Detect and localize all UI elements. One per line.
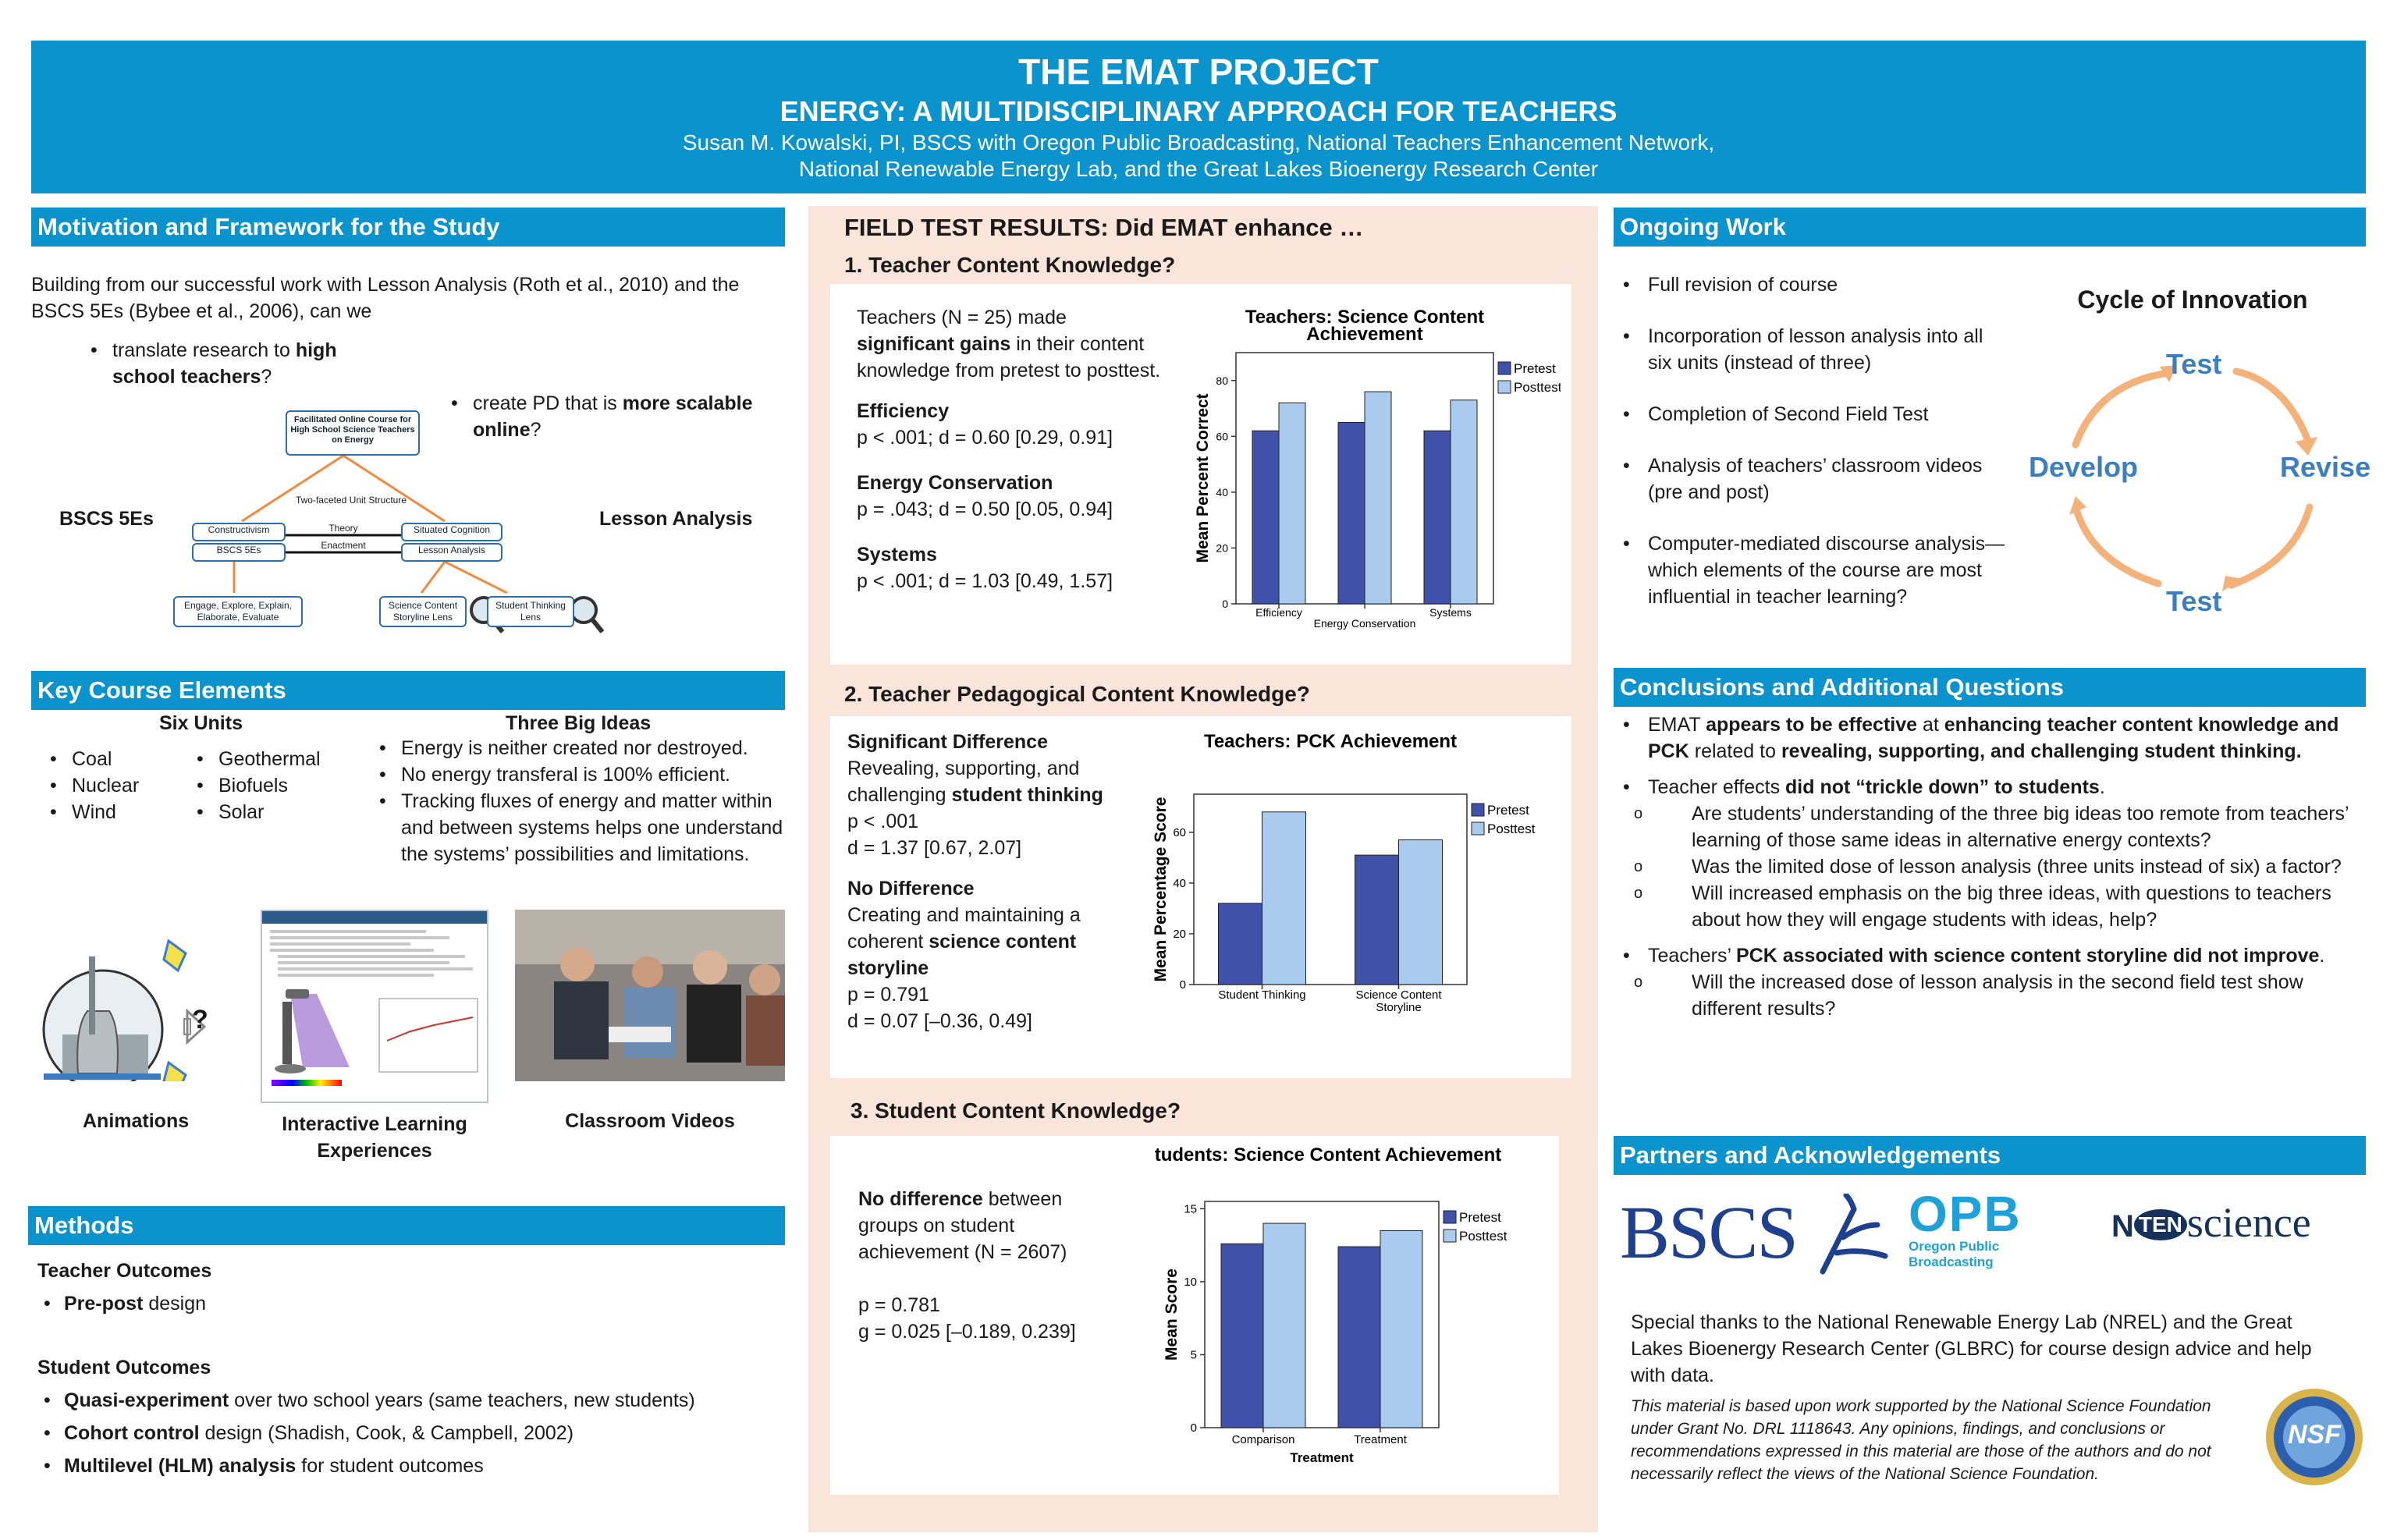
cycle-revise: Revise (2280, 451, 2371, 483)
unit-item: • Nuclear (44, 772, 200, 799)
ongoing-item: • Full revision of course (1617, 271, 2007, 298)
caption-classroom: Classroom Videos (565, 1110, 735, 1132)
c1-bold: appears to be effective (1706, 714, 1918, 736)
y-tick-label: 40 (1173, 876, 1186, 890)
q3-heading: 3. Student Content Knowledge? (850, 1098, 1181, 1123)
conclusions-heading: Conclusions and Additional Questions (1614, 668, 2366, 707)
bscs-logo (1620, 1190, 1901, 1279)
key-course-heading: Key Course Elements (31, 671, 785, 710)
authors-line-2: National Renewable Energy Lab, and the Great Lakes Bioenergy Research Center (798, 157, 1599, 181)
q1-text (857, 304, 1184, 594)
bar (1262, 812, 1306, 985)
animations-illustration (31, 910, 257, 1081)
screenshot-content (262, 924, 487, 1102)
legend-swatch (1444, 1230, 1456, 1242)
big-idea-item: • Tracking fluxes of energy and matter within and between systems helps one understand the systems’ possibilities and limitations. (373, 788, 787, 868)
item-bold: Pre-post (64, 1293, 144, 1315)
energy-conservation-title: Energy Conservation (857, 472, 1053, 494)
conclusions-body (1617, 711, 2366, 1022)
conclusion-item-3 (1617, 942, 2366, 969)
big-idea-item: • No energy transferal is 100% efficient. (373, 761, 787, 788)
motivation-intro-line-1: Building from our successful work with Lesson Analysis (Roth et al., 2010) and the (31, 274, 740, 296)
question-mark: ? (192, 1005, 208, 1034)
enactment-label: Enactment (321, 540, 366, 551)
unit-item: • Biofuels (190, 772, 362, 799)
bullet-text: ? (530, 419, 542, 441)
summary-bold: significant gains (857, 333, 1011, 355)
student-outcome-item (37, 1387, 787, 1414)
y-axis-label: Mean Percent Correct (1194, 393, 1212, 563)
bar (1279, 403, 1305, 604)
sig-bold: student thinking (951, 784, 1103, 806)
chart-title: Teachers: Science Content (1245, 307, 1485, 328)
x-axis-label: Treatment (1290, 1450, 1354, 1465)
nten-science: science (2186, 1199, 2311, 1246)
efficiency-title: Efficiency (857, 400, 950, 422)
cycle-develop: Develop (2029, 451, 2139, 483)
chart-teacher-pck (1139, 730, 1545, 1066)
legend-label: Pretest (1459, 1210, 1501, 1225)
c2-text: Teacher effects (1648, 776, 1786, 798)
c1-text: related to (1689, 740, 1781, 762)
legend-swatch (1498, 362, 1511, 374)
poster-subtitle: ENERGY: A MULTIDISCIPLINARY APPROACH FOR TEACHERS (779, 95, 1618, 127)
y-tick-label: 20 (1216, 541, 1228, 555)
y-tick-label: 5 (1190, 1348, 1197, 1362)
q1-heading: 1. Teacher Content Knowledge? (844, 253, 1176, 277)
c1-bold: enhancing teacher content knowledge and PCK (1648, 714, 2339, 762)
systems-title: Systems (857, 544, 937, 566)
nsf-logo-text: NSF (2288, 1420, 2341, 1450)
y-tick-label: 0 (1222, 598, 1228, 610)
y-tick-label: 10 (1184, 1275, 1197, 1289)
ongoing-list (1617, 271, 2007, 610)
y-tick-label: 80 (1216, 374, 1228, 387)
nten-logo (2111, 1198, 2361, 1253)
category-label: Science Content (1355, 988, 1442, 1002)
q3-g: g = 0.025 [–0.189, 0.239] (858, 1321, 1076, 1343)
nodiff-bold: science content storyline (847, 931, 1077, 979)
units-column-1 (44, 746, 200, 825)
motivation-intro (31, 271, 788, 325)
y-tick-label: 60 (1216, 430, 1228, 443)
nten-n: N (2111, 1209, 2134, 1244)
summary-text: in their content knowledge from pretest to posttest. (857, 333, 1161, 381)
opb-sub-2: Broadcasting (1909, 1254, 1994, 1269)
chart-teacher-pck-svg (1139, 730, 1545, 1066)
item-text: design (143, 1293, 207, 1315)
legend-swatch (1472, 804, 1484, 816)
classroom-photo (515, 910, 785, 1081)
conclusion-subitem: o Are students’ understanding of the three big ideas too remote from teachers’ learning of those same ideas in alternative energy contexts? (1617, 800, 2366, 853)
cycle-title: Cycle of Innovation (2077, 286, 2308, 314)
c2-text: . (2099, 776, 2105, 798)
screenshot-titlebar (262, 911, 487, 924)
bar (1380, 1230, 1422, 1428)
y-tick-label: 40 (1216, 485, 1228, 499)
chart-title: Teachers: PCK Achievement (1203, 731, 1458, 752)
classroom-video-still (515, 910, 785, 1081)
category-label: Treatment (1354, 1433, 1407, 1446)
motivation-intro-line-2: BSCS 5Es (Bybee et al., 2006), can we (31, 300, 372, 322)
opb-logo-text: OPB (1909, 1186, 2022, 1242)
sig-diff-title: Significant Difference (847, 731, 1048, 753)
opb-sub-1: Oregon Public (1909, 1239, 2000, 1254)
no-diff-text (847, 902, 1128, 981)
c1-text: at (1917, 714, 1944, 736)
chart-student-content-svg (1155, 1144, 1545, 1465)
c3-text: . (2319, 945, 2325, 967)
big-ideas-list (373, 735, 787, 868)
conclusion-item-1 (1617, 711, 2366, 765)
ongoing-item: • Completion of Second Field Test (1617, 401, 2007, 428)
bar (1365, 392, 1391, 604)
unit-item: • Geothermal (190, 746, 362, 772)
q3-bold: No difference (858, 1188, 983, 1210)
bullet-text: ? (261, 366, 272, 388)
teacher-outcomes-title: Teacher Outcomes (37, 1260, 212, 1282)
sig-diff-text (847, 755, 1128, 808)
sig-text: Revealing, supporting, and challenging (847, 758, 1080, 806)
category-label: Efficiency (1255, 606, 1302, 619)
item-text: for student outcomes (296, 1455, 484, 1477)
poster-title: THE EMAT PROJECT (1018, 51, 1379, 92)
bar (1399, 840, 1443, 985)
item-bold: Cohort control (64, 1422, 200, 1444)
theory-label: Theory (328, 523, 358, 534)
methods-heading: Methods (28, 1206, 785, 1245)
unit-item: • Coal (44, 746, 200, 772)
bscs-antler-icon (1807, 1194, 1901, 1279)
framework-diagram (156, 406, 616, 640)
constructivism-box: Constructivism (192, 523, 286, 541)
q3-text (858, 1186, 1124, 1345)
no-diff-p: p = 0.791 (847, 984, 929, 1006)
category-label: Student Thinking (1218, 988, 1306, 1002)
q2-text (847, 729, 1128, 1034)
y-axis-label: Mean Percentage Score (1152, 797, 1170, 982)
legend-swatch (1498, 381, 1511, 393)
legend-swatch (1472, 822, 1484, 835)
student-outcomes-title: Student Outcomes (37, 1357, 211, 1379)
cycle-test-top: Test (2166, 348, 2222, 380)
student-outcome-item (37, 1453, 787, 1479)
chart-title: Achievement (1306, 324, 1423, 345)
unit-item: • Solar (190, 799, 362, 825)
q3-summary-text: between groups on student achievement (N = 2607) (858, 1188, 1067, 1263)
title-banner (31, 41, 2366, 193)
c1-bold: revealing, supporting, and challenging student thinking. (1781, 740, 2302, 762)
q3-p: p = 0.781 (858, 1294, 940, 1316)
nsf-logo (2263, 1386, 2366, 1489)
chart-teacher-content (1186, 306, 1561, 641)
ongoing-item: • Analysis of teachers’ classroom videos (pre and post) (1617, 452, 2007, 506)
course-box: Facilitated Online Course for High School Science Teachers on Energy (286, 410, 420, 456)
bullet-text: create PD that is (473, 392, 623, 414)
chart-title: Students: Science Content Achievement (1155, 1144, 1502, 1166)
nodiff-text: Creating and maintaining a coherent (847, 904, 1081, 953)
nsf-disclaimer: This material is based upon work supported by the National Science Foundation under Grant No. DRL 1118643. Any opinions, findings, and conclusions or recommendations expressed in this material are those of the authors and do not necessarily reflect the views of the National Science Foundation. (1631, 1397, 2211, 1483)
legend-label: Posttest (1487, 821, 1536, 836)
bullet-bold: more scalable (622, 392, 753, 414)
c2-bold: did not “trickle down” to students (1785, 776, 2100, 798)
y-tick-label: 20 (1173, 927, 1186, 941)
label-bscs-5es: BSCS 5Es (59, 508, 154, 530)
no-diff-d: d = 0.07 [–0.36, 0.49] (847, 1010, 1032, 1032)
category-label: Energy Conservation (1313, 617, 1416, 630)
item-text: design (Shadish, Cook, & Campbell, 2002) (199, 1422, 574, 1444)
bar (1424, 431, 1451, 604)
sig-diff-p: p < .001 (847, 811, 919, 832)
efficiency-stat: p < .001; d = 0.60 [0.29, 0.91] (857, 427, 1113, 449)
legend-label: Pretest (1487, 803, 1529, 818)
ongoing-item: • Computer-mediated discourse analysis—which elements of the course are most influential in teacher learning? (1617, 530, 2007, 610)
conclusion-subitem: o Was the limited dose of lesson analysis (three units instead of six) a factor? (1617, 853, 2366, 880)
cycle-diagram (2021, 328, 2371, 624)
big-ideas-title: Three Big Ideas (506, 712, 652, 734)
no-diff-title: No Difference (847, 878, 975, 900)
conclusion-subitem: o Will increased emphasis on the big three ideas, with questions to teachers about how they will engage students with ideas, help? (1617, 880, 2366, 933)
legend-label: Pretest (1514, 361, 1556, 376)
conclusion-subitem: o Will the increased dose of lesson analysis in the second field test show different results? (1617, 969, 2366, 1022)
q2-heading: 2. Teacher Pedagogical Content Knowledge? (844, 682, 1310, 706)
partners-heading: Partners and Acknowledgements (1614, 1136, 2366, 1175)
lesson-analysis-box: Lesson Analysis (401, 543, 502, 562)
big-idea-item: • Energy is neither created nor destroyed. (373, 735, 787, 761)
field-test-heading: FIELD TEST RESULTS: Did EMAT enhance … (844, 214, 1364, 241)
bar (1219, 903, 1262, 985)
storyline-lens-box: Science Content Storyline Lens (379, 596, 467, 627)
y-tick-label: 60 (1173, 825, 1186, 839)
bullet-bold: school teachers (112, 366, 261, 388)
energy-conservation-stat: p = .043; d = 0.50 [0.05, 0.94] (857, 499, 1113, 520)
c3-text: Teachers’ (1648, 945, 1737, 967)
legend-label: Posttest (1459, 1229, 1507, 1244)
y-tick-label: 15 (1184, 1202, 1197, 1216)
unit-item: • Wind (44, 799, 200, 825)
methods-body (37, 1258, 787, 1479)
q3-summary (858, 1186, 1124, 1265)
bscs-5es-box: BSCS 5Es (192, 543, 286, 562)
conclusion-item-2 (1617, 774, 2366, 800)
cycle-test-bottom: Test (2166, 585, 2222, 617)
opb-logo (1909, 1186, 2049, 1275)
bullet-text: translate research to (112, 339, 296, 361)
six-units-title: Six Units (159, 712, 243, 734)
bar (1338, 1247, 1380, 1428)
chart-student-content (1155, 1144, 1545, 1465)
y-tick-label: 0 (1179, 978, 1186, 992)
animations-image (31, 910, 257, 1081)
authors-line-1: Susan M. Kowalski, PI, BSCS with Oregon Public Broadcasting, National Teachers Enhancement Network, (682, 130, 1715, 154)
bar (1252, 431, 1279, 604)
category-label: Systems (1429, 606, 1472, 619)
bar (1221, 1244, 1263, 1428)
student-thinking-lens-box: Student Thinking Lens (487, 596, 574, 627)
bar (1355, 855, 1399, 985)
bscs-logo-text: BSCS (1620, 1190, 1797, 1274)
bar (1451, 400, 1477, 604)
category-label: Comparison (1231, 1433, 1295, 1446)
unit-structure-label: Two-faceted Unit Structure (295, 495, 407, 506)
caption-interactive: Interactive Learning Experiences (282, 1113, 467, 1162)
bullet-bold: high (295, 339, 337, 361)
item-bold: Multilevel (HLM) analysis (64, 1455, 297, 1477)
category-label: Storyline (1376, 1001, 1422, 1014)
five-es-box: Engage, Explore, Explain, Elaborate, Evaluate (173, 596, 303, 627)
nten-ten: TEN (2134, 1209, 2187, 1240)
student-outcome-item (37, 1420, 787, 1446)
item-bold: Quasi-experiment (64, 1389, 229, 1411)
bullet-bold: online (473, 419, 531, 441)
y-axis-label: Mean Score (1163, 1269, 1181, 1361)
bar (1338, 422, 1365, 604)
ongoing-item: • Incorporation of lesson analysis into all six units (instead of three) (1617, 323, 2007, 376)
chart-teacher-content-svg (1186, 306, 1561, 641)
summary-text: Teachers (N = 25) made (857, 307, 1067, 328)
bar (1263, 1223, 1305, 1428)
teacher-outcome-item (37, 1290, 787, 1317)
acknowledgement-text: Special thanks to the National Renewable Energy Lab (NREL) and the Great Lakes Bioenergy Research Center (GLBRC) for course design advice and help with data. (1631, 1311, 2312, 1386)
motivation-bullet-1 (84, 337, 381, 390)
motivation-heading: Motivation and Framework for the Study (31, 208, 785, 247)
caption-animations: Animations (83, 1110, 190, 1132)
legend-swatch (1444, 1211, 1456, 1223)
situated-cognition-box: Situated Cognition (401, 523, 502, 541)
c3-bold: PCK associated with science content storyline did not improve (1736, 945, 2320, 967)
interactive-screenshot (261, 910, 488, 1103)
q1-summary (857, 304, 1184, 384)
systems-stat: p < .001; d = 1.03 [0.49, 1.57] (857, 570, 1113, 592)
c1-text: EMAT (1648, 714, 1706, 736)
y-tick-label: 0 (1190, 1421, 1197, 1435)
item-text: over two school years (same teachers, new students) (229, 1389, 695, 1411)
legend-label: Posttest (1514, 380, 1561, 395)
sig-diff-d: d = 1.37 [0.67, 2.07] (847, 837, 1022, 859)
ongoing-heading: Ongoing Work (1614, 208, 2366, 247)
units-column-2 (190, 746, 362, 825)
label-lesson-analysis: Lesson Analysis (599, 508, 753, 530)
